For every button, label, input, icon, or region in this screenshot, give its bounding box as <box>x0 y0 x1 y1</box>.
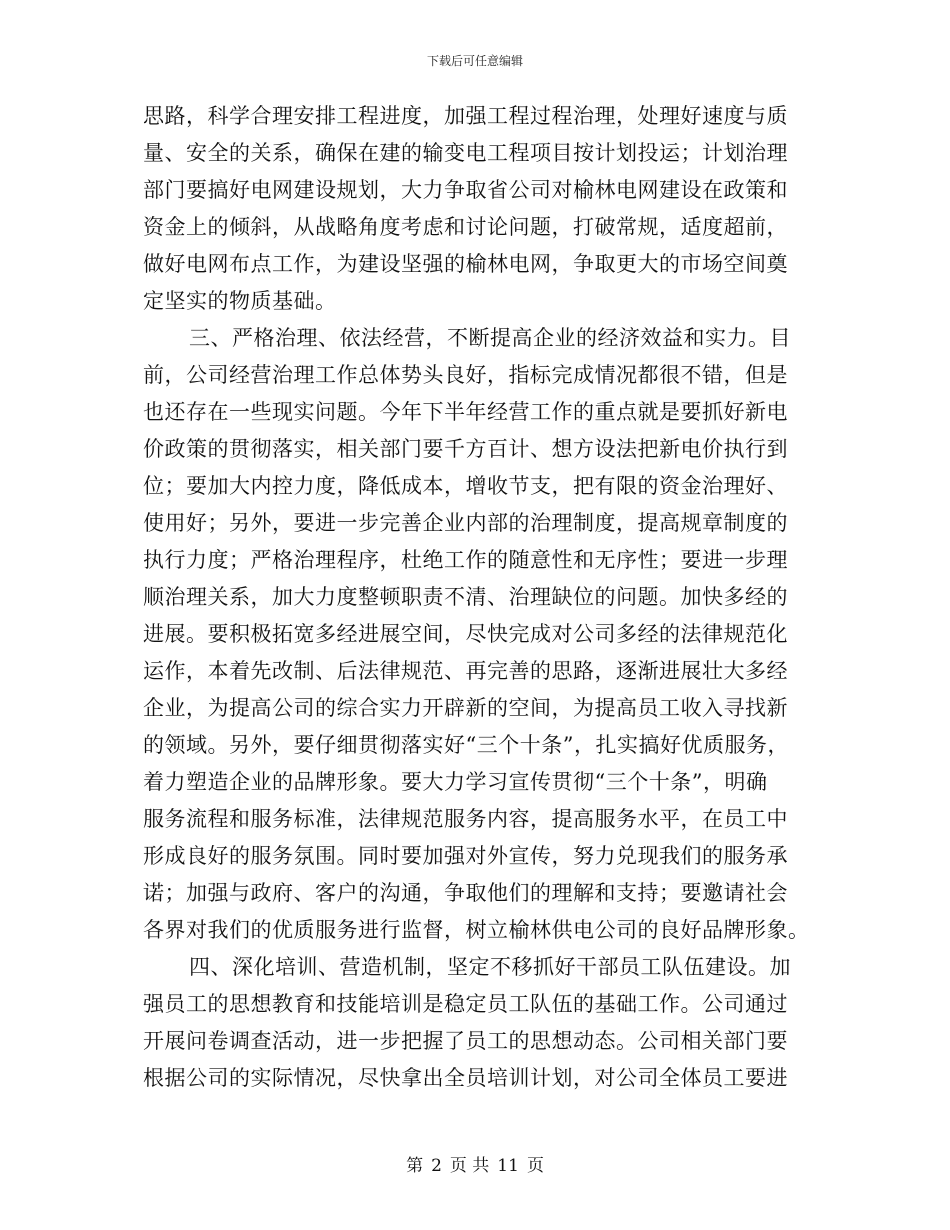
text-line: 做好电网布点工作，为建设坚强的榆林电网，争取更大的市场空间奠 <box>143 252 788 276</box>
text-line: 量、安全的关系，确保在建的输变电工程项目按计划投运；计划治理 <box>143 141 788 165</box>
text-line: 运作，本着先改制、后法律规范、再完善的思路，逐渐进展壮大多经 <box>143 659 788 683</box>
text-line: 使用好；另外，要进一步完善企业内部的治理制度，提高规章制度的 <box>143 511 788 535</box>
text-line: 的领域。另外，要仔细贯彻落实好“三个十条”，扎实搞好优质服务， <box>143 733 789 757</box>
text-line: 根据公司的实际情况，尽快拿出全员培训计划，对公司全体员工要进 <box>143 1066 788 1090</box>
text-line: 进展。要积极拓宽多经进展空间，尽快完成对公司多经的法律规范化 <box>143 622 788 646</box>
text-line: 定坚实的物质基础。 <box>143 289 337 313</box>
footer-middle: 页 共 <box>449 1156 490 1176</box>
text-line: 部门要搞好电网建设规划，大力争取省公司对榆林电网建设在政策和 <box>143 178 788 202</box>
text-line: 企业，为提高公司的综合实力开辟新的空间，为提高员工收入寻找新 <box>143 696 788 720</box>
text-line: 各界对我们的优质服务进行监督，树立榆林供电公司的良好品牌形象。 <box>143 918 810 942</box>
text-line: 前，公司经营治理工作总体势头良好，指标完成情况都很不错，但是 <box>143 363 788 387</box>
text-line: 位；要加大内控力度，降低成本，增收节支，把有限的资金治理好、 <box>143 474 788 498</box>
footer-prefix: 第 <box>406 1156 424 1176</box>
text-line: 形成良好的服务氛围。同时要加强对外宣传，努力兑现我们的服务承 <box>143 844 788 868</box>
page-footer <box>0 1155 950 1177</box>
text-line: 资金上的倾斜，从战略角度考虑和讨论问题，打破常规，适度超前， <box>143 215 788 239</box>
document-body <box>143 98 810 1097</box>
text-line: 思路，科学合理安排工程进度，加强工程过程治理，处理好速度与质 <box>143 104 788 128</box>
text-line: 开展问卷调查活动，进一步把握了员工的思想动态。公司相关部门要 <box>143 1029 788 1053</box>
text-line: 着力塑造企业的品牌形象。要大力学习宣传贯彻“三个十条”，明确 <box>143 770 768 794</box>
text-line: 顺治理关系，加大力度整顿职责不清、治理缺位的问题。加快多经的 <box>143 585 788 609</box>
text-line: 也还存在一些现实问题。今年下半年经营工作的重点就是要抓好新电 <box>143 400 788 424</box>
text-line: 服务流程和服务标准，法律规范服务内容，提高服务水平，在员工中 <box>143 807 788 831</box>
text-line: 强员工的思想教育和技能培训是稳定员工队伍的基础工作。公司通过 <box>143 992 788 1016</box>
text-line: 诺；加强与政府、客户的沟通，争取他们的理解和支持；要邀请社会 <box>143 881 788 905</box>
text-line: 四、深化培训、营造机制，坚定不移抓好干部员工队伍建设。加 <box>189 955 791 979</box>
text-line: 价政策的贯彻落实，相关部门要千方百计、想方设法把新电价执行到 <box>143 437 788 461</box>
text-line: 执行力度；严格治理程序，杜绝工作的随意性和无序性；要进一步理 <box>143 548 788 572</box>
footer-suffix: 页 <box>526 1156 544 1176</box>
page-header: 下载后可任意编辑 <box>426 54 523 68</box>
text-line: 三、严格治理、依法经营，不断提高企业的经济效益和实力。目 <box>189 326 791 350</box>
current-page-number: 2 <box>431 1156 442 1176</box>
total-page-count: 11 <box>497 1156 519 1176</box>
